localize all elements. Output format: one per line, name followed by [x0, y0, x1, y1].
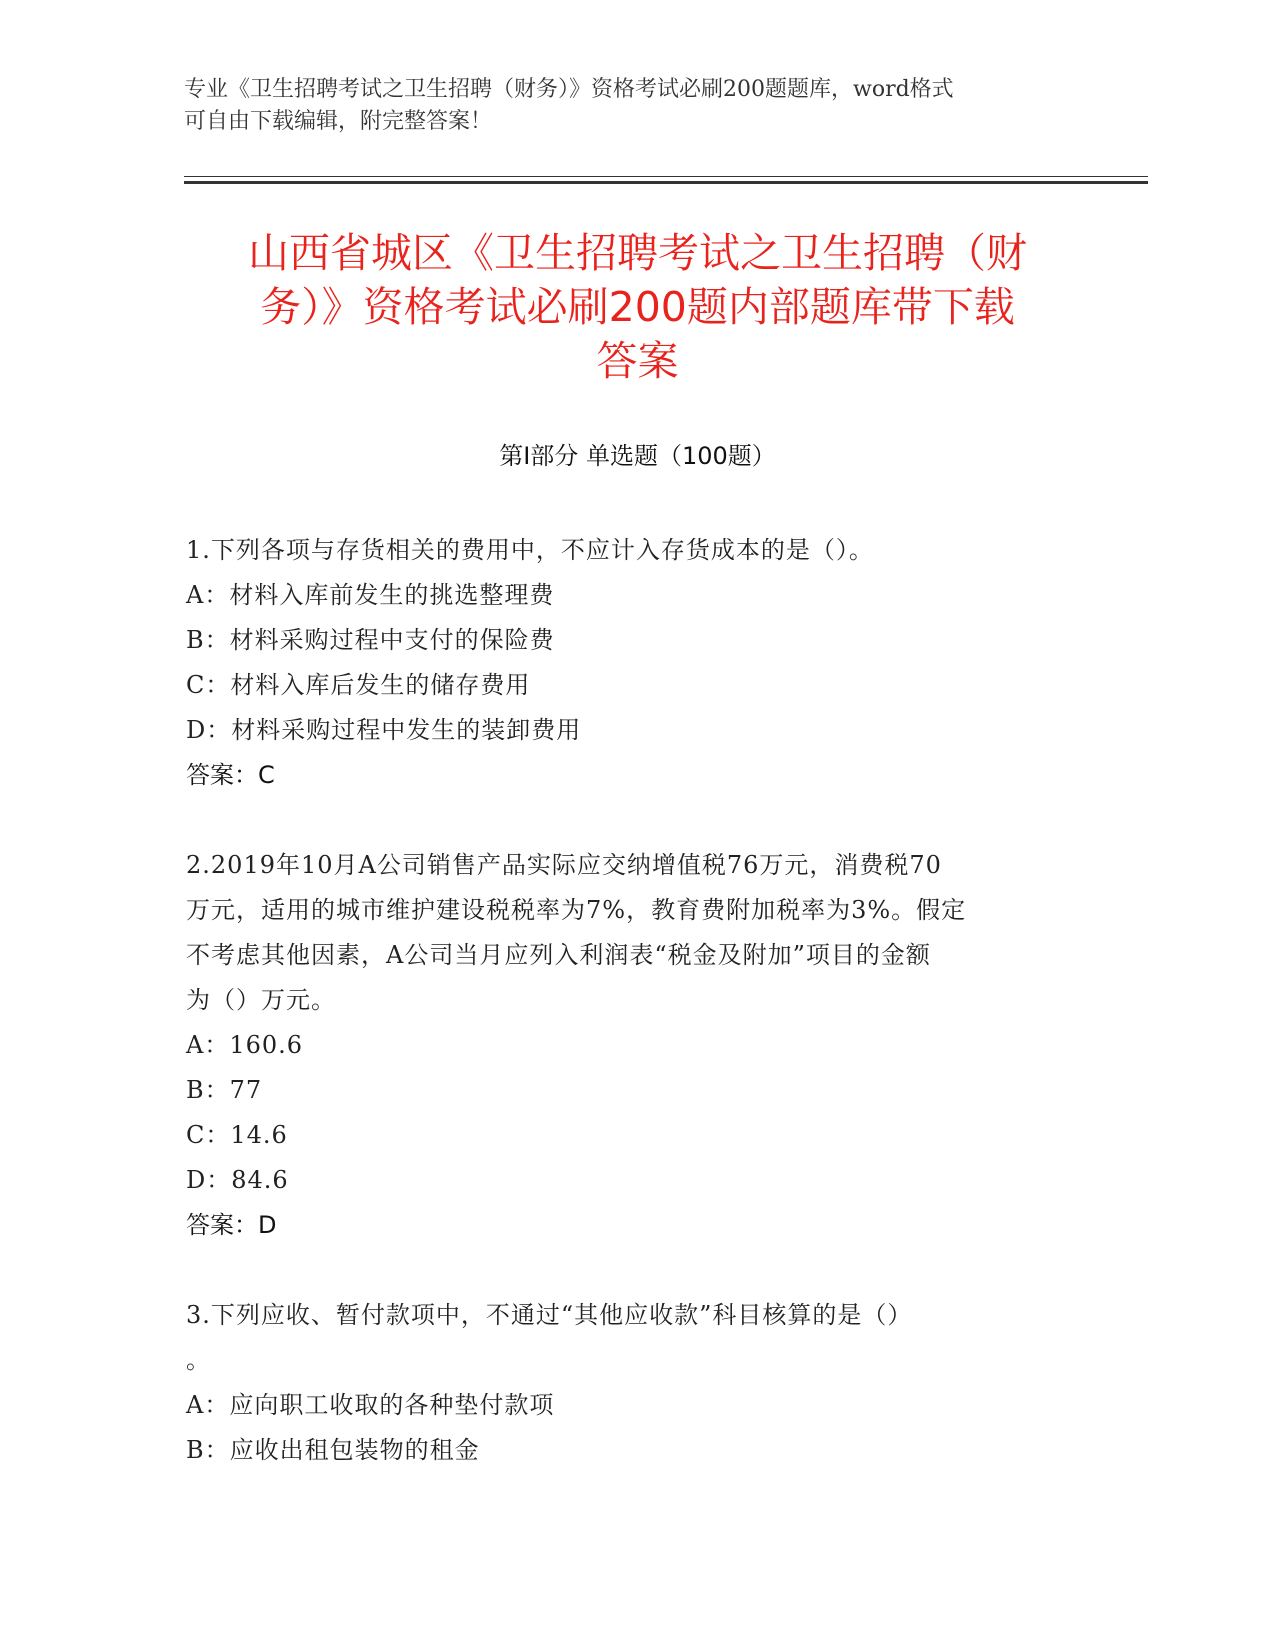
title-line-1: 山西省城区《卫生招聘考试之卫生招聘（财	[248, 229, 1027, 277]
question-spacer	[186, 1248, 1086, 1293]
option-c: C：材料入库后发生的储存费用	[186, 671, 531, 699]
question-stem-line-1: 3.下列应收、暂付款项中，不通过“其他应收款”科目核算的是（）	[186, 1301, 913, 1329]
option-a: A：应向职工收取的各种垫付款项	[186, 1391, 555, 1419]
section-heading: 第Ⅰ部分 单选题（100题）	[499, 442, 776, 470]
header-divider-thin	[184, 176, 1148, 177]
option-a: A：160.6	[186, 1031, 304, 1059]
answer: 答案：D	[186, 1211, 277, 1239]
option-d: D：材料采购过程中发生的装卸费用	[186, 716, 582, 744]
question-stem-line-1: 2.2019年10月A公司销售产品实际应交纳增值税76万元，消费税70	[186, 851, 942, 879]
header-note-line-2: 可自由下载编辑，附完整答案！	[184, 109, 493, 134]
option-b: B：材料采购过程中支付的保险费	[186, 626, 555, 654]
question-stem-line-4: 为（）万元。	[186, 986, 336, 1014]
title-line-2: 务）》资格考试必刷200题内部题库带下载	[260, 283, 1015, 331]
question-2	[186, 843, 1086, 1248]
answer: 答案：C	[186, 761, 275, 789]
question-stem-line-2: 万元，适用的城市维护建设税税率为7%，教育费附加税率为3%。假定	[186, 896, 967, 924]
question-stem-line-3: 不考虑其他因素，A公司当月应列入利润表“税金及附加”项目的金额	[186, 941, 931, 969]
option-b: B：应收出租包装物的租金	[186, 1436, 480, 1464]
option-a: A：材料入库前发生的挑选整理费	[186, 581, 555, 609]
option-c: C：14.6	[186, 1121, 288, 1149]
header-note-line-1: 专业《卫生招聘考试之卫生招聘（财务）》资格考试必刷200题题库，word格式	[184, 77, 954, 102]
option-b: B：77	[186, 1076, 263, 1104]
question-list	[186, 528, 1086, 1473]
question-stem-line-2: 。	[186, 1346, 211, 1374]
question-1	[186, 528, 1086, 798]
title-line-3: 答案	[596, 337, 679, 385]
question-spacer	[186, 798, 1086, 843]
document-title	[190, 226, 1085, 388]
header-divider-thick	[184, 181, 1148, 184]
question-3	[186, 1293, 1086, 1473]
header-note	[184, 74, 1064, 138]
option-d: D：84.6	[186, 1166, 289, 1194]
question-stem: 1.下列各项与存货相关的费用中，不应计入存货成本的是（）。	[186, 536, 874, 564]
